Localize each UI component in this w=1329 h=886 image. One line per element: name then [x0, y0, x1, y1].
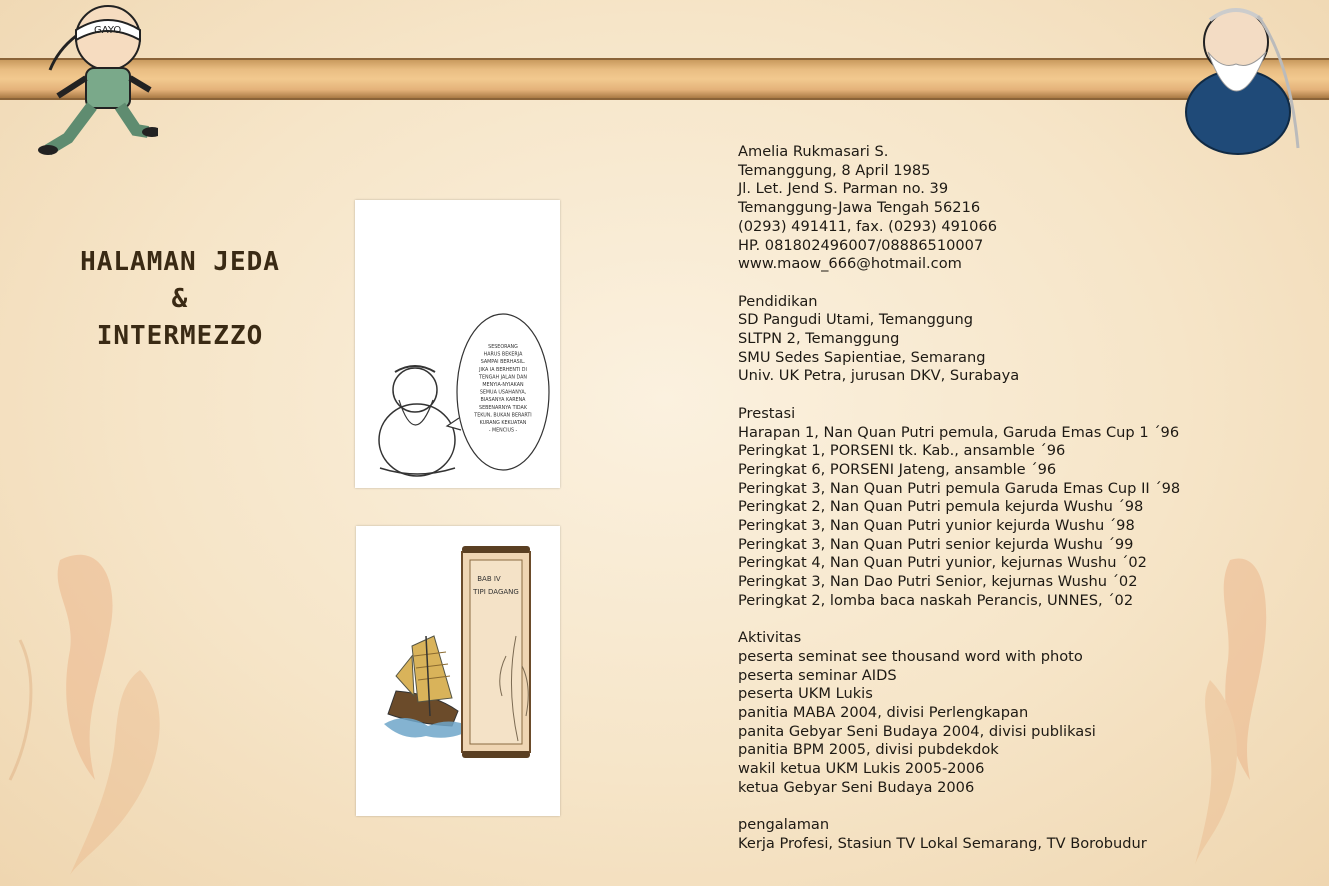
achievement-item: Harapan 1, Nan Quan Putri pemula, Garuda Emas Cup 1 ´96	[738, 423, 1180, 441]
experience-item: Kerja Profesi, Stasiun TV Lokal Semarang, TV Borobudur	[738, 834, 1147, 852]
title-line-3: INTERMEZZO	[96, 321, 264, 351]
speech-bubble-line: BIASANYA KARENA	[480, 398, 526, 404]
speech-bubble-line: MENYIA-NYIAKAN	[482, 383, 524, 388]
activity-item: panita Gebyar Seni Budaya 2004, divisi publikasi	[738, 722, 1096, 740]
speech-bubble-line: - MENCIUS -	[488, 428, 518, 434]
experience-heading: pengalaman	[738, 816, 830, 834]
activity-item: wakil ketua UKM Lukis 2005-2006	[738, 760, 985, 778]
contact-email: www.maow_666@hotmail.com	[738, 255, 962, 273]
achievement-item: Peringkat 3, Nan Quan Putri senior kejurda Wushu ´99	[738, 535, 1134, 553]
achievements-heading: Prestasi	[738, 404, 796, 422]
ship-and-scroll-illustration	[356, 526, 560, 816]
contact-birth: Temanggung, 8 April 1985	[738, 161, 931, 179]
svg-text:GAYO: GAYO	[94, 25, 122, 36]
speech-bubble-line: SAMPAI BERHASIL.	[480, 360, 526, 366]
contact-phone: (0293) 491411, fax. (0293) 491066	[738, 217, 998, 235]
koi-fish-left-decoration	[0, 520, 200, 880]
speech-bubble-line: SESEORANG	[488, 345, 518, 350]
old-master-mascot-illustration	[1180, 0, 1310, 160]
scroll-chapter-title: TIPI DAGANG	[473, 588, 519, 596]
achievements-block	[738, 405, 1180, 611]
sage-quote-card	[355, 200, 560, 488]
speech-bubble-line: HARUS BEKERJA	[483, 352, 523, 358]
chapter-scroll-card	[356, 526, 560, 816]
biodata-section	[738, 143, 1180, 854]
achievement-item: Peringkat 3, Nan Quan Putri yunior kejurda Wushu ´98	[738, 517, 1135, 535]
activity-item: peserta seminat see thousand word with photo	[738, 647, 1083, 665]
education-item: Univ. UK Petra, jurusan DKV, Surabaya	[738, 367, 1020, 385]
speech-bubble-line: TENGAH JALAN DAN	[479, 375, 527, 381]
title-line-1: HALAMAN JEDA	[80, 247, 280, 277]
title-line-2: &	[171, 284, 189, 314]
achievement-item: Peringkat 3, Nan Quan Putri pemula Garuda Emas Cup II ´98	[738, 479, 1181, 497]
achievement-item: Peringkat 4, Nan Quan Putri yunior, kejurnas Wushu ´02	[738, 554, 1147, 572]
activity-item: panitia MABA 2004, divisi Perlengkapan	[738, 704, 1029, 722]
activity-item: peserta seminar AIDS	[738, 666, 897, 684]
achievement-item: Peringkat 6, PORSENI Jateng, ansamble ´96	[738, 460, 1057, 478]
achievement-item: Peringkat 2, Nan Quan Putri pemula kejurda Wushu ´98	[738, 498, 1144, 516]
activity-item: peserta UKM Lukis	[738, 685, 873, 703]
sage-illustration	[355, 200, 560, 488]
activities-block	[738, 629, 1180, 797]
achievement-item: Peringkat 1, PORSENI tk. Kab., ansamble ´96	[738, 442, 1066, 460]
activities-heading: Aktivitas	[738, 629, 802, 647]
contact-address: Jl. Let. Jend S. Parman no. 39	[738, 180, 949, 198]
achievement-item: Peringkat 2, lomba baca naskah Perancis, UNNES, ´02	[738, 591, 1134, 609]
contact-name: Amelia Rukmasari S.	[738, 143, 889, 160]
education-item: SLTPN 2, Temanggung	[738, 330, 900, 348]
speech-bubble-line: KURANG KEKUATAN	[479, 421, 527, 426]
contact-block	[738, 143, 1180, 274]
activity-item: panitia BPM 2005, divisi pubdekdok	[738, 741, 999, 759]
koi-fish-right-decoration	[1170, 540, 1329, 870]
scroll-chapter-label: BAB IV	[477, 575, 501, 583]
speech-bubble-line: SEMUA USAHANYA,	[479, 390, 527, 396]
education-heading: Pendidikan	[738, 292, 818, 310]
education-item: SD Pangudi Utami, Temanggung	[738, 311, 973, 329]
education-block	[738, 293, 1180, 387]
achievement-item: Peringkat 3, Nan Dao Putri Senior, kejurnas Wushu ´02	[738, 573, 1138, 591]
education-item: SMU Sedes Sapientiae, Semarang	[738, 348, 986, 366]
activity-item: ketua Gebyar Seni Budaya 2006	[738, 778, 975, 796]
running-boy-mascot-illustration	[28, 0, 158, 160]
page-title	[60, 244, 300, 355]
experience-block	[738, 816, 1180, 853]
contact-mobile: HP. 081802496007/08886510007	[738, 236, 984, 254]
speech-bubble-line: SEBENARNYA TIDAK	[479, 405, 527, 411]
decorative-header-band	[0, 58, 1329, 100]
contact-city: Temanggung-Jawa Tengah 56216	[738, 199, 981, 217]
speech-bubble-line: JIKA IA BERHENTI DI	[479, 367, 527, 373]
speech-bubble-line: TEKUN, BUKAN BERARTI	[474, 413, 532, 419]
